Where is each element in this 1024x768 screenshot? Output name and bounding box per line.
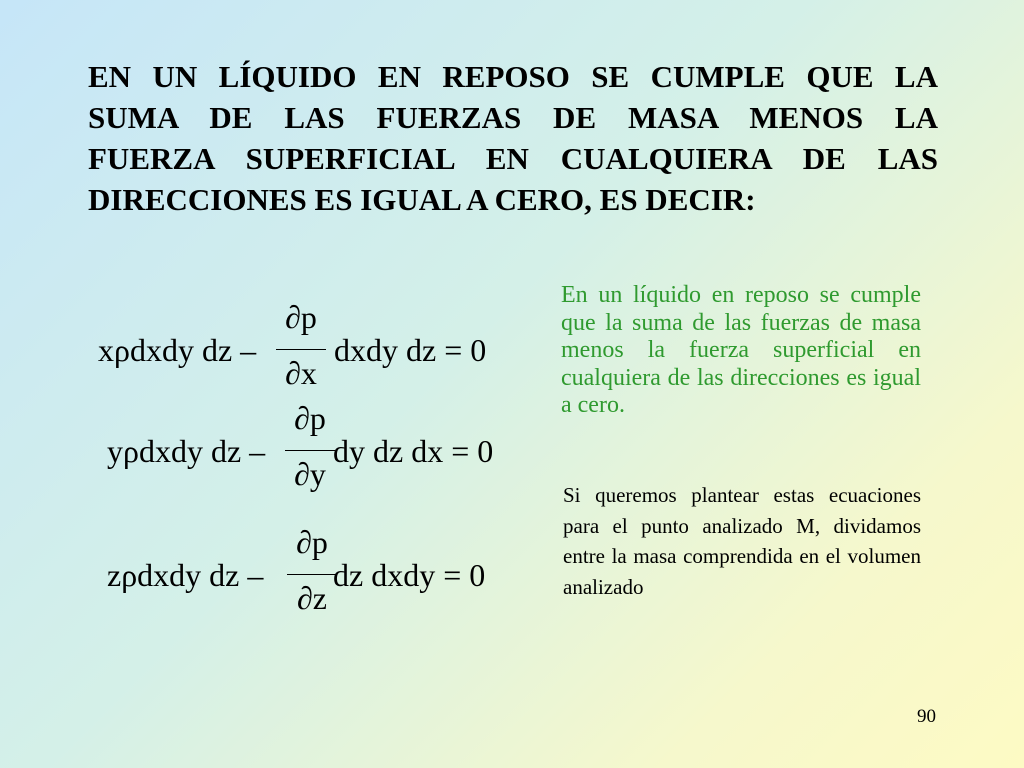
fraction-bar [285, 450, 335, 451]
equation-rhs: dy dz dx = 0 [333, 433, 494, 469]
slide-title [88, 56, 938, 220]
title-line: SUMA DE LAS FUERZAS DE MASA MENOS LA [88, 100, 938, 135]
equation-rhs: dz dxdy = 0 [333, 557, 486, 593]
fraction-bar [287, 574, 337, 575]
equation-x [0, 299, 530, 403]
fraction-denominator: ∂y [294, 456, 326, 492]
fraction-bar [276, 349, 326, 350]
fraction-numerator: ∂p [294, 400, 326, 436]
fraction-denominator: ∂x [285, 355, 317, 391]
title-line: EN UN LÍQUIDO EN REPOSO SE CUMPLE QUE LA [88, 59, 938, 94]
note-text: Si queremos plantear estas ecuaciones para el punto analizado M, dividamos entre la masa comprendida en el volumen analizado [563, 483, 921, 599]
fraction-numerator: ∂p [285, 299, 317, 335]
fraction-numerator: ∂p [296, 524, 328, 560]
equation-z [0, 524, 530, 628]
title-line: DIRECCIONES ES IGUAL A CERO, ES DECIR: [88, 182, 756, 217]
explanation-text: En un líquido en reposo se cumple que la suma de las fuerzas de masa menos la fuerza superficial en cualquiera de las direcciones es igual a cero. [561, 282, 921, 418]
equation-y [0, 400, 530, 504]
equation-lhs: xρdxdy dz – [98, 332, 257, 368]
equation-rhs: dxdy dz = 0 [334, 332, 487, 368]
title-line: FUERZA SUPERFICIAL EN CUALQUIERA DE LAS [88, 141, 938, 176]
fraction-denominator: ∂z [296, 580, 327, 616]
page-number: 90 [917, 706, 936, 727]
equation-lhs: yρdxdy dz – [107, 433, 266, 469]
equation-lhs: zρdxdy dz – [107, 557, 264, 593]
